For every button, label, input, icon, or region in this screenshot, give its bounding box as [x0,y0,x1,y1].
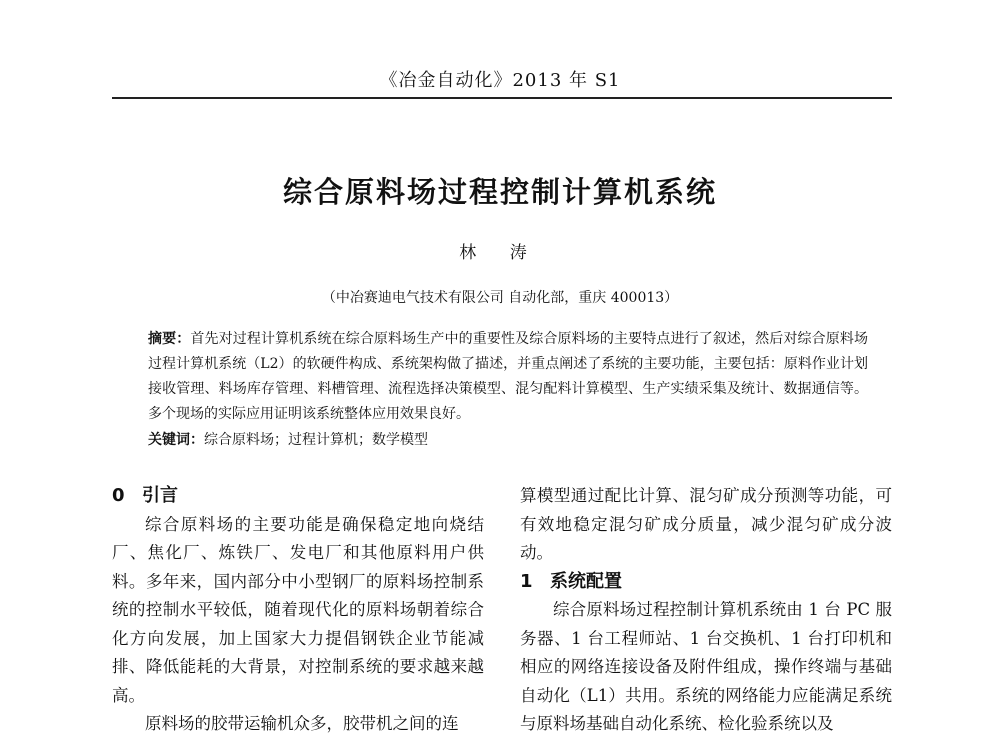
section-title: 系统配置 [550,570,622,592]
keywords-label: 关键词： [148,432,204,448]
section-heading-introduction [112,482,484,511]
keywords [148,428,868,453]
abstract-text: 首先对过程计算机系统在综合原料场生产中的重要性及综合原料场的主要特点进行了叙述，然后对综合原料场过程计算机系统（L2）的软硬件构成、系统架构做了描述，并重点阐述了系统的主要功能，主要包括：原料作业计划接收管理、料场库存管理、料槽管理、流程选择决策模型、混匀配料计算模型、生产实绩采集及统计、数据通信等。多个现场的实际应用证明该系统整体应用效果良好。 [148,331,869,422]
body-paragraph: 综合原料场过程控制计算机系统由 1 台 PC 服务器、1 台工程师站、1 台交换机、1 台打印机和相应的网络连接设备及附件组成，操作终端与基础自动化（L1）共用。系统的网络能力应能满足系统与原料场基础自动化系统、检化验系统以及 [520,600,892,733]
body-paragraph: 综合原料场的主要功能是确保稳定地向烧结厂、焦化厂、炼铁厂、发电厂和其他原料用户供料。多年来，国内部分中小型钢厂的原料场控制系统的控制水平较低，随着现代化的原料场朝着综合化方向发展，加上国家大力提倡钢铁企业节能减排、降低能耗的大背景，对控制系统的要求越来越高。 [112,514,484,705]
keywords-text: 综合原料场；过程计算机；数学模型 [204,432,428,448]
header-rule [112,97,892,99]
body-paragraph-continued: 算模型通过配比计算、混匀矿成分预测等功能，可有效地稳定混匀矿成分质量，减少混匀矿成分波动。 [520,486,892,562]
section-number: 0 [112,485,125,506]
section-title: 引言 [142,485,178,506]
author-affiliation: （中冶赛迪电气技术有限公司 自动化部，重庆 400013） [321,290,679,306]
section-heading-system-config [520,568,892,597]
paper-title: 综合原料场过程控制计算机系统 [282,175,717,209]
body-paragraph: 原料场的胶带运输机众多，胶带机之间的连 [145,714,459,733]
abstract [148,327,868,427]
author-name: 林 涛 [459,243,541,263]
right-column [520,482,892,739]
left-column [112,482,484,739]
journal-header: 《冶金自动化》2013 年 S1 [379,70,621,91]
abstract-label: 摘要： [148,331,191,347]
section-number: 1 [520,570,533,592]
